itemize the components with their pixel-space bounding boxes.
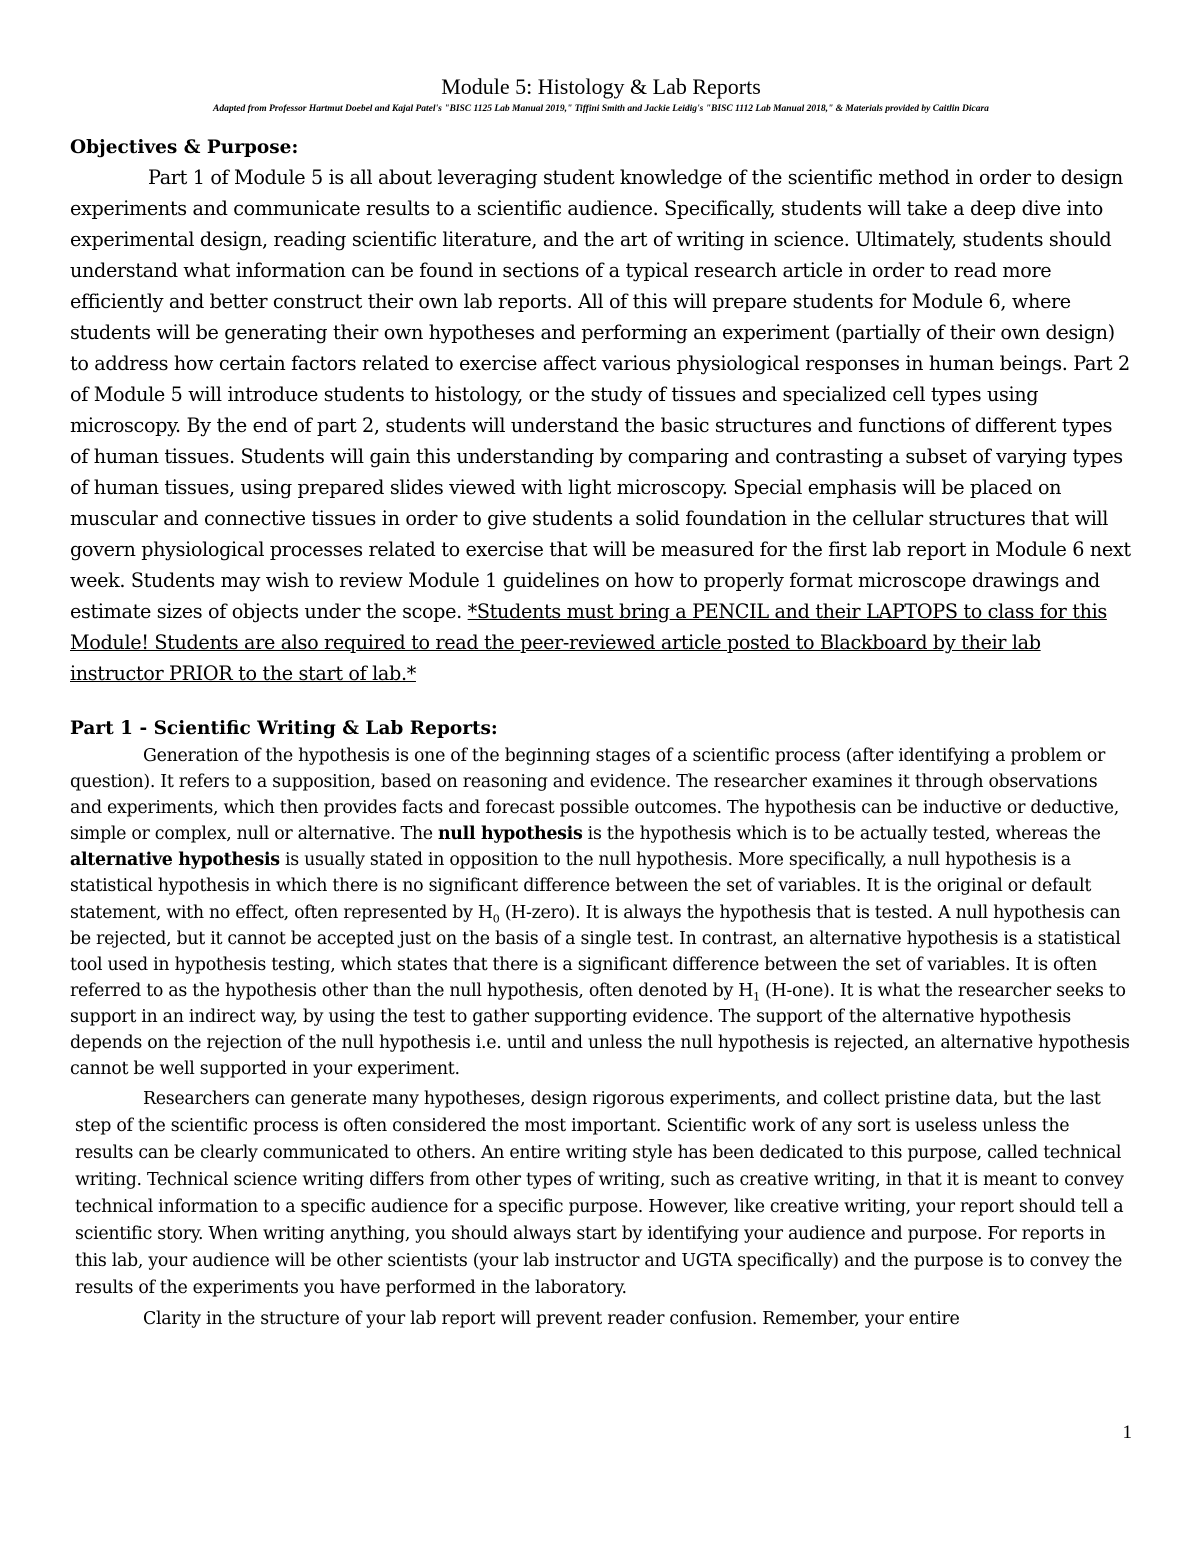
- document-credit: Adapted from Professor Hartmut Doebel and Kajal Patel's "BISC 1125 Lab Manual 2019," Tiffini Smith and Jackie Leidig's "BISC 1112 Lab Manual 2018," & Materials provided by Caitlin Dicara: [213, 104, 989, 114]
- hypothesis-text-a: Generation of the hypothesis is one of the beginning stages of a scientific process (after identifying a problem or question). It refers to a supposition, based on reasoning and evidence. The researcher examines it through observations and experiments, which then provides facts and forecast possible outcomes. The hypothesis can be inductive or deductive, simple or complex, null or alternative. The: [70, 746, 1120, 845]
- null-hypothesis-term: null hypothesis: [437, 824, 583, 845]
- hypothesis-text-c: is usually stated in opposition to the null hypothesis. More specifically, a null hypothesis is a statistical hypothesis in which there is no significant difference between the set of variables. It is the original or default statement, with no effect, often represented by H: [70, 850, 1092, 923]
- h0-subscript: 0: [492, 912, 500, 926]
- part1-heading: Part 1 - Scientific Writing & Lab Reports:: [70, 718, 498, 739]
- page-number: 1: [1122, 1422, 1132, 1443]
- hypothesis-text-b: is the hypothesis which is to be actually tested, whereas the: [582, 824, 1101, 845]
- objectives-paragraph: [70, 162, 1132, 689]
- clarity-paragraph: Clarity in the structure of your lab report will prevent reader confusion. Remember, your entire: [143, 1309, 960, 1330]
- objectives-heading: Objectives & Purpose:: [70, 137, 299, 158]
- h1-subscript: 1: [753, 990, 760, 1004]
- document-page: [70, 74, 1132, 1333]
- alternative-hypothesis-term: alternative hypothesis: [70, 850, 280, 871]
- hypothesis-text-e: (H-one). It is what the researcher seeks to support in an indirect way, by using the test to gather supporting evidence. The support of the alternative hypothesis depends on the rejection of the null hypothesis i.e. until and unless the null hypothesis is rejected, an alternative hypothesis cannot be well supported in your experiment.: [70, 980, 1130, 1080]
- objectives-body: Part 1 of Module 5 is all about leveraging student knowledge of the scientific method in order to design experiments and communicate results to a scientific audience. Specifically, students will take a deep dive into experimental design, reading scientific literature, and the art of writing in science. Ultimately, students should understand what information can be found in sections of a typical research article in order to read more efficiently and better construct their own lab reports. All of this will prepare students for Module 6, where students will be generating their own hypotheses and performing an experiment (partially of their own design) to address how certain factors related to exercise affect various physiological responses in human beings. Part 2 of Module 5 will introduce students to histology, or the study of tissues and specialized cell types using microscopy. By the end of part 2, students will understand the basic structures and functions of different types of human tissues. Students will gain this understanding by comparing and contrasting a subset of varying types of human tissues, using prepared slides viewed with light microscopy. Special emphasis will be placed on muscular and connective tissues in order to give students a solid foundation in the cellular structures that will govern physiological processes related to exercise that will be measured for the first lab report in Module 6 next week. Students may wish to review Module 1 guidelines on how to properly format microscope drawings and estimate sizes of objects under the scope.: [70, 166, 1131, 623]
- objectives-notice: *Students must bring a PENCIL and their LAPTOPS to class for this Module! Students are also required to read the peer-reviewed article posted to Blackboard by their lab instructor PRIOR to the start of lab.*: [70, 600, 1107, 685]
- hypothesis-paragraph: [70, 743, 1132, 1082]
- document-title: Module 5: Histology & Lab Reports: [441, 74, 761, 99]
- communication-paragraph: Researchers can generate many hypotheses, design rigorous experiments, and collect pristine data, but the last step of the scientific process is often considered the most important. Scientific work of any sort is useless unless the results can be clearly communicated to others. An entire writing style has been dedicated to this purpose, called technical writing. Technical science writing differs from other types of writing, such as creative writing, in that it is meant to convey technical information to a specific audience for a specific purpose. However, like creative writing, your report should tell a scientific story. When writing anything, you should always start by identifying your audience and purpose. For reports in this lab, your audience will be other scientists (your lab instructor and UGTA specifically) and the purpose is to convey the results of the experiments you have performed in the laboratory.: [75, 1089, 1124, 1299]
- hypothesis-text-d: (H-zero). It is always the hypothesis that is tested. A null hypothesis can be rejected, but it cannot be accepted just on the basis of a single test. In contrast, an alternative hypothesis is a statistical tool used in hypothesis testing, which states that there is a significant difference between the set of variables. It is often referred to as the hypothesis other than the null hypothesis, often denoted by H: [70, 902, 1121, 1001]
